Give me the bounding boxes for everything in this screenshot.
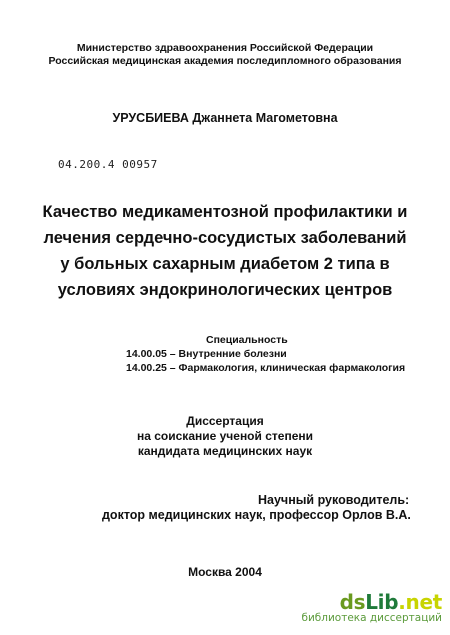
degree-line: на соискание ученой степени xyxy=(137,429,313,443)
dslib-watermark xyxy=(272,590,442,632)
watermark-subtitle: библиотека диссертаций xyxy=(301,612,442,624)
title-line-1: Качество медикаментозной профилактики и xyxy=(42,203,408,221)
logo-net: .net xyxy=(398,590,442,614)
dslib-logo xyxy=(272,590,442,614)
supervisor-label: Научный руководитель: xyxy=(258,493,410,507)
degree-field-line: кандидата медицинских наук xyxy=(137,444,313,458)
academy-line: Российская медицинская академия последипломного образования xyxy=(48,55,402,67)
logo-lib: Lib xyxy=(365,590,399,614)
title-line-2: лечения сердечно-сосудистых заболеваний xyxy=(43,229,407,247)
archive-code: 04.200.4 00957 xyxy=(58,158,158,171)
logo-ds: ds xyxy=(339,590,366,614)
ministry-line: Министерство здравоохранения Российской Федерации xyxy=(76,42,374,54)
specialty-item-1: 14.00.05 – Внутренние болезни xyxy=(126,348,287,360)
specialty-item-2: 14.00.25 – Фармакология, клиническая фармакология xyxy=(126,362,406,374)
supervisor-name: доктор медицинских наук, профессор Орлов В.А. xyxy=(102,508,411,522)
specialty-label: Специальность xyxy=(206,334,288,346)
city-year: Москва 2004 xyxy=(188,565,262,579)
dissertation-label: Диссертация xyxy=(186,414,264,428)
title-line-3: у больных сахарным диабетом 2 типа в xyxy=(60,255,390,273)
title-line-4: условиях эндокринологических центров xyxy=(57,281,393,299)
author-name: УРУСБИЕВА Джаннета Магометовна xyxy=(112,111,338,125)
